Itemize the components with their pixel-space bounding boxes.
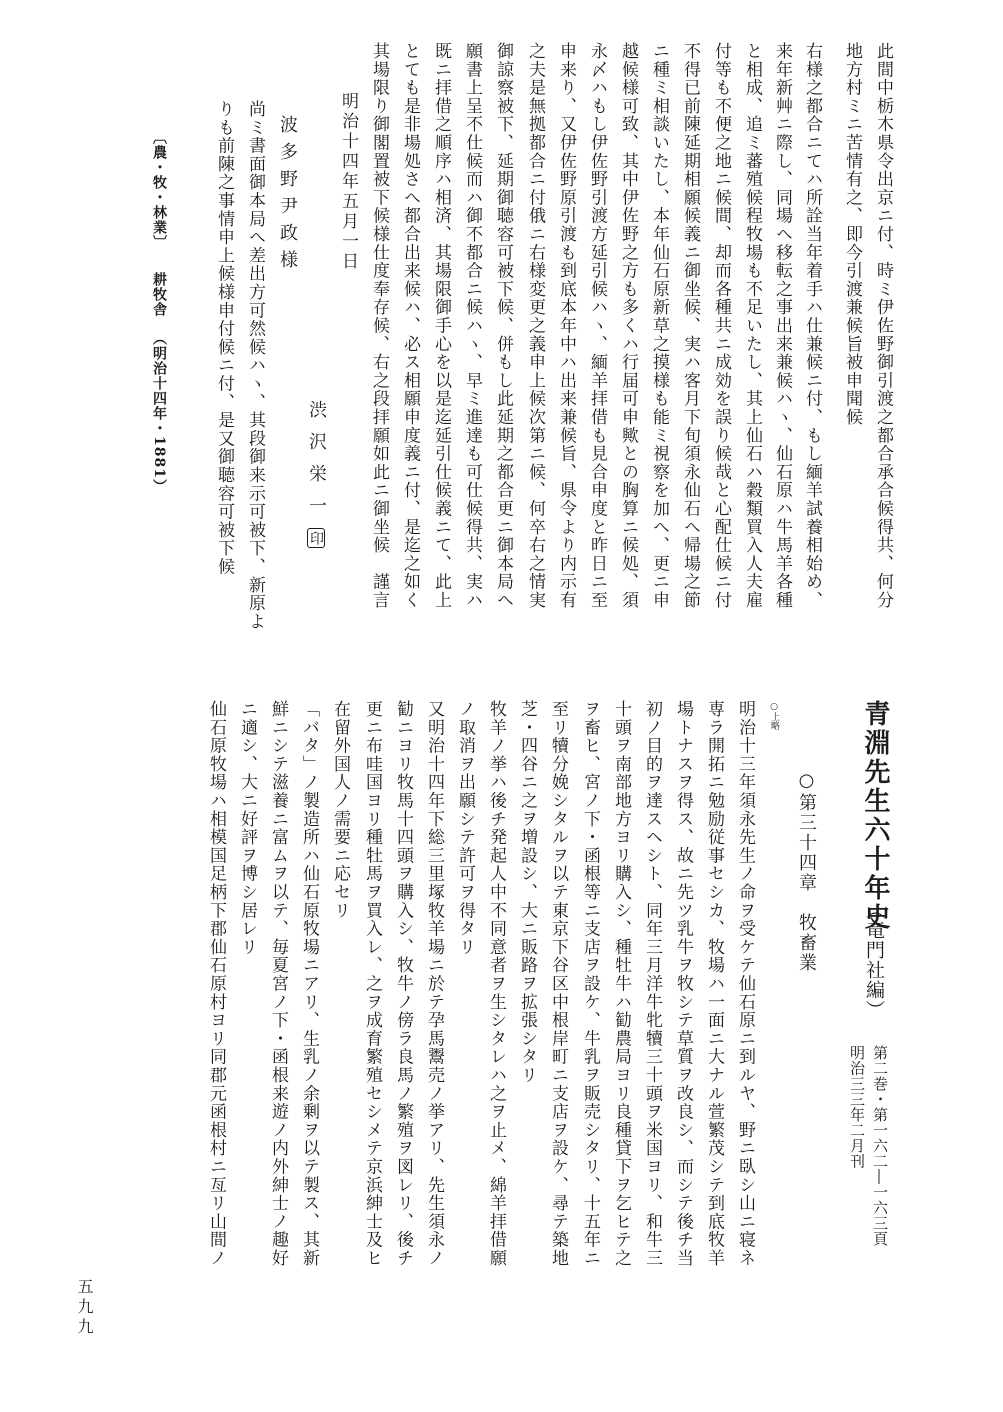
source-year: （明治十四年・1881） (151, 331, 167, 494)
letter-line: 願書上呈不仕候而ハ御不都合ニ候ハヽ、早ミ進達も可仕候得共、実ハ (462, 42, 482, 610)
excerpt-line: 初ノ目的ヲ達スヘシト、同年三月洋牛牝犢三十頭ヲ米国ヨリ、和牛三 (642, 700, 662, 1268)
book-title: 青淵先生六十年史 (860, 700, 890, 932)
excerpt-line: 十頭ヲ南部地方ヨリ購入シ、種牡牛ハ勧農局ヨリ良種貸下ヲ乞ヒテ之 (611, 700, 631, 1268)
source-issuer: 耕牧舎 (151, 272, 167, 317)
excerpt-line: 仙石原牧場ハ相模国足柄下郡仙石原村ヨリ同郡元函根村ニ亙リ山間ノ (206, 700, 226, 1268)
excerpt-line: 場トナスヲ得ス、故ニ先ツ乳牛ヲ牧シテ草質ヲ改良シ、而シテ後チ当 (673, 700, 693, 1268)
letter-line: とても是非場処さへ都合出来候ハ、必ス相願申度義ニ付、是迄之如く (400, 42, 420, 610)
excerpt-line: 勧ニヨリ牧馬十四頭ヲ購入シ、牧牛ノ傍ラ良馬ノ繁殖ヲ図レリ、後チ (393, 700, 413, 1268)
excerpt-line: ヲ畜ヒ、宮ノ下・函根等ニ支店ヲ設ケ、牛乳ヲ販売シタリ、十五年ニ (580, 700, 600, 1268)
letter-line: 右様之都合ニてハ所詮当年着手ハ仕兼候ニ付、もし緬羊試養相始め、 (802, 42, 822, 610)
seal-stamp: 印 (307, 528, 325, 548)
letter-line: 之夫是無拠都合ニ付俄ニ右様変更之義申上候次第ニ候、何卒右之情実 (525, 42, 545, 610)
excerpt-line: 専ラ開拓ニ勉励従事セシカ、牧場ハ一面ニ大ナル萱繁茂シテ到底牧羊 (704, 700, 724, 1268)
book-volume-pages: 第二巻・第一六二―一六三頁 (871, 1045, 889, 1247)
excerpt-line: ニ適シ、大ニ好評ヲ博シ居レリ (237, 700, 257, 957)
source-note (152, 130, 166, 494)
letter-line: と相成、追ミ蕃殖候程牧場も不足いたし、其上仙石ハ穀類買入人夫雇 (742, 42, 762, 610)
source-category: 〔農・牧・林業〕 (151, 130, 167, 250)
excerpt-line: 更ニ布哇国ヨリ種牡馬ヲ買入レ、之ヲ成育繁殖セシメテ京浜紳士及ヒ (362, 700, 382, 1268)
excerpt-line: ノ取消ヲ出願シテ許可ヲ得タリ (455, 700, 475, 957)
excerpt-line: 至リ犢分娩シタルヲ以テ東京下谷区中根岸町ニ支店ヲ設ケ、尋テ築地 (548, 700, 568, 1268)
page-number: 五九九 (75, 1278, 94, 1338)
letter-line: 不得已前陳延期相願候義ニ御坐候、実ハ客月下旬須永仙石へ帰場之節 (680, 42, 700, 610)
letter-signature (307, 400, 325, 548)
letter-addressee: 波多野尹政様 (277, 115, 298, 277)
excerpt-line: 明治十三年須永先生ノ命ヲ受ケテ仙石原ニ到ルヤ、野ニ臥シ山ニ寝ネ (735, 700, 755, 1268)
letter-line: 来年新艸ニ際し、同場へ移転之事出来兼候ハヽ、仙石原ハ牛馬羊各種 (772, 42, 792, 610)
signature-text: 渋沢栄一 (306, 400, 327, 528)
excerpt-line: 牧羊ノ挙ハ後チ発起人中不同意者ヲ生シタレハ之ヲ止メ、綿羊拝借願 (486, 700, 506, 1268)
letter-line: 永〆ハもし伊佐野引渡方延引候ハヽ、緬羊拝借も見合申度と昨日ニ至 (587, 42, 607, 610)
letter-line: 越候様可致、其中伊佐野之方も多くハ行届可申歟との胸算ニ候処、須 (618, 42, 638, 610)
chapter-heading: ○第三十四章 牧畜業 (796, 770, 817, 973)
book-publisher: （竜門社編） (863, 900, 885, 1020)
letter-line: 申来り、又伊佐野原引渡も到底本年中ハ出来兼候旨、県令より内示有 (556, 42, 576, 610)
postscript-line: りも前陳之事情申上候様申付候ニ付、是又御聴容可被下候 (214, 100, 234, 576)
letter-line: 其場限り御閣置被下候様仕度奉存候、右之段拝願如此ニ御坐候 謹言 (369, 42, 389, 610)
letter-line: 此間中栃木県令出京ニ付、時ミ伊佐野御引渡之都合承合候得共、何分 (873, 42, 893, 610)
omission-mark: ○上略 (769, 702, 779, 730)
excerpt-line: 芝・四谷ニ之ヲ増設シ、大ニ販路ヲ拡張シタリ (517, 700, 537, 1085)
letter-line: 地方村ミニ苦情有之、即今引渡兼候旨被申聞候 (842, 42, 862, 427)
letter-date: 明治十四年五月一日 (338, 92, 358, 272)
letter-line: 御諒察被下、延期御聴容可被下候、併もし此延期之都合更ニ御本局へ (493, 42, 513, 610)
excerpt-line: 「バタ」ノ製造所ハ仙石原牧場ニアリ、生乳ノ余剰ヲ以テ製ス、其新 (299, 700, 319, 1268)
postscript-line: 尚ミ書面御本局へ差出方可然候ハヽ、其段御来示可被下、新原よ (245, 100, 265, 631)
excerpt-line: 鮮ニシテ滋養ニ富ムヲ以テ、毎夏宮ノ下・函根来遊ノ内外紳士ノ趣好 (268, 700, 288, 1268)
letter-line: 既ニ拝借之順序ハ相済、其場限御手心を以是迄延引仕候義ニて、此上 (431, 42, 451, 610)
letter-line: ニ種ミ相談いたし、本年仙石原新草之摸様も能ミ視察を加へ、更ニ申 (649, 42, 669, 610)
book-publish-date: 明治三三年二月刊 (848, 1045, 866, 1169)
excerpt-line: 又明治十四年下総三里塚牧羊場ニ於テ孕馬鬻売ノ挙アリ、先生須永ノ (424, 700, 444, 1268)
letter-line: 付等も不便之地ニ候間、却而各種共ニ成効を誤り候哉と心配仕候ニ付 (711, 42, 731, 610)
excerpt-line: 在留外国人ノ需要ニ応セリ (330, 700, 350, 920)
